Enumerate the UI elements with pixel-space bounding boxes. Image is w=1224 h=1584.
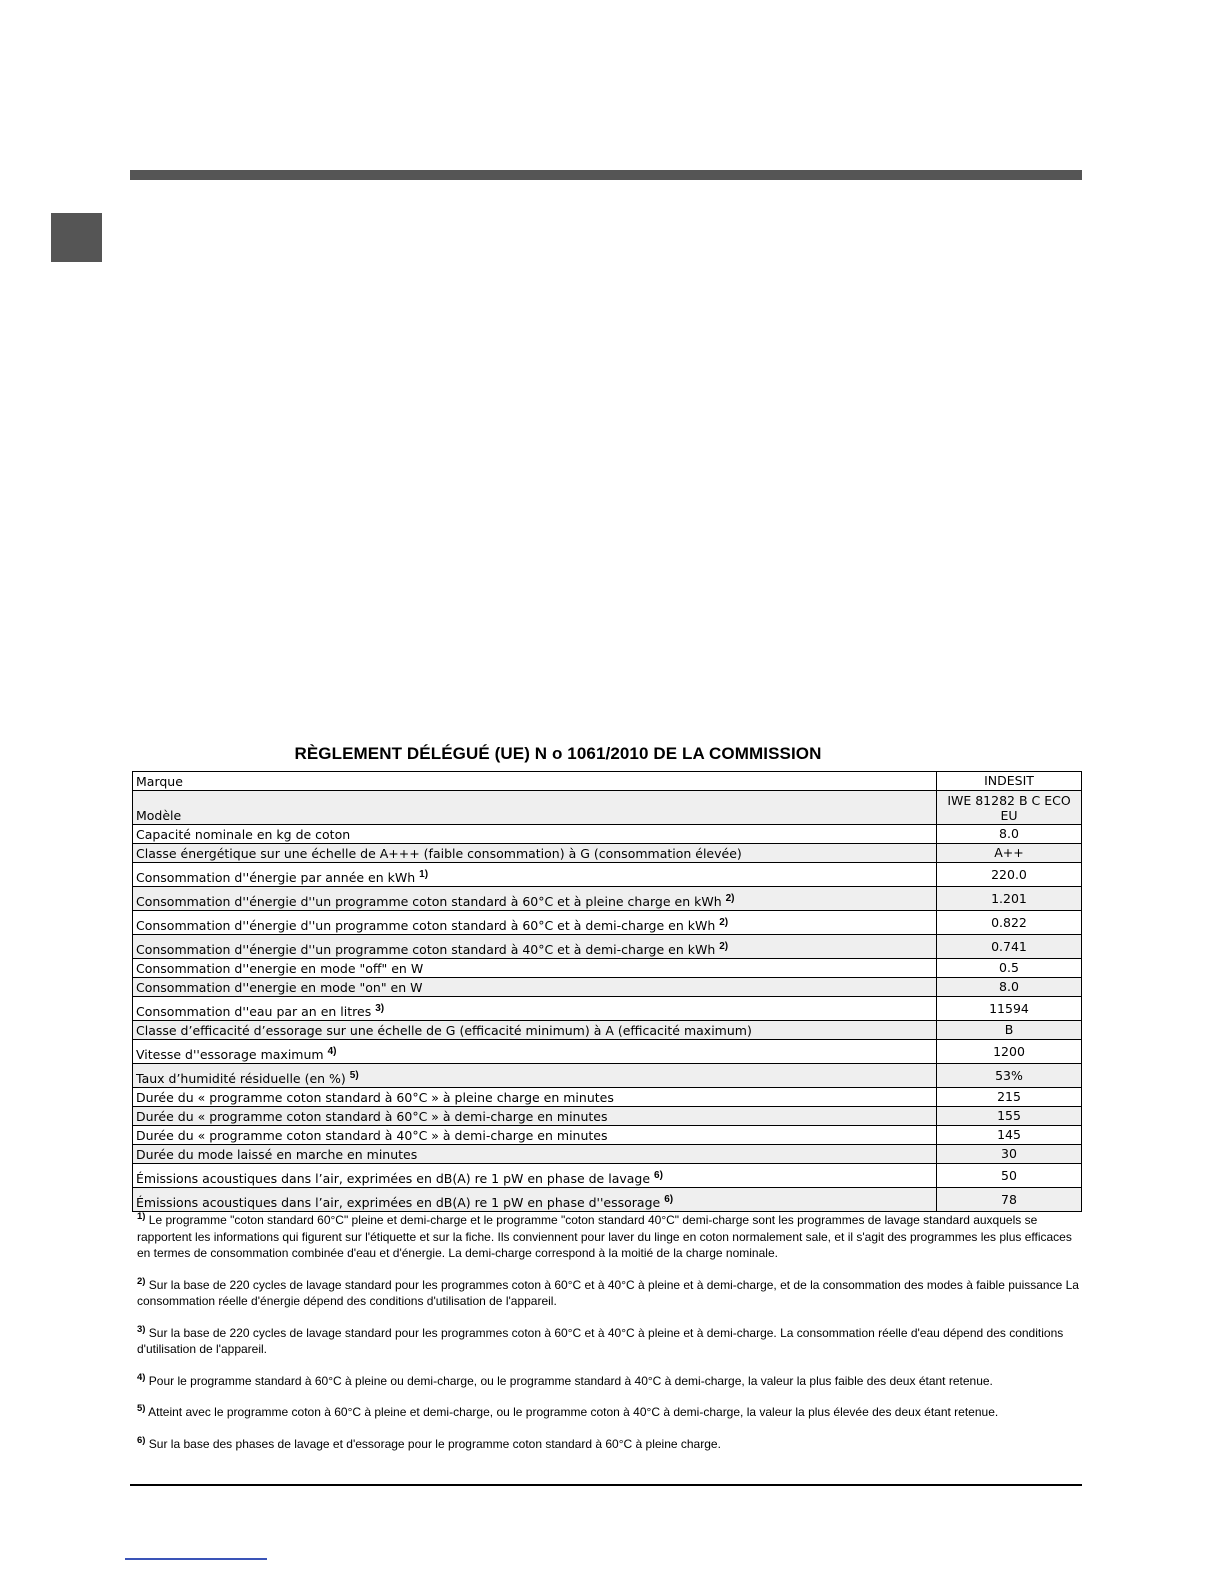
table-row	[133, 978, 1082, 997]
table-row	[133, 1107, 1082, 1126]
footnote	[137, 1373, 1082, 1390]
row-label: Consommation d''énergie d''un programme coton standard à 60°C et à demi-charge en kWh $^{2)}$	[133, 911, 937, 935]
row-label: Consommation d''énergie d''un programme coton standard à 60°C et à pleine charge en kWh $^{2)}$	[133, 887, 937, 911]
table-row	[133, 791, 1082, 825]
footnote-text: Sur la base des phases de lavage et d'essorage pour le programme coton standard à 60°C à pleine charge.	[148, 1436, 721, 1451]
row-value: 53%	[937, 1064, 1082, 1088]
table-row	[133, 1064, 1082, 1088]
footnote-mark: 2)	[137, 1275, 146, 1287]
row-value: 215	[937, 1088, 1082, 1107]
row-label: Consommation d''énergie d''un programme coton standard à 40°C et à demi-charge en kWh $^{2)}$	[133, 935, 937, 959]
table-row	[133, 825, 1082, 844]
row-value: 1200	[937, 1040, 1082, 1064]
row-label: Taux d’humidité résiduelle (en %) $^{5)}$	[133, 1064, 937, 1088]
table-row	[133, 772, 1082, 791]
footnote	[137, 1436, 1082, 1453]
table-row	[133, 959, 1082, 978]
footnote	[137, 1277, 1082, 1310]
table-row	[133, 1126, 1082, 1145]
regulation-title: RÈGLEMENT DÉLÉGUÉ (UE) N o 1061/2010 DE LA COMMISSION	[294, 744, 822, 763]
row-label: Durée du « programme coton standard à 60°C » à pleine charge en minutes	[133, 1088, 937, 1107]
product-fiche-table	[132, 771, 1082, 1212]
footnote-ref: 6)	[654, 1170, 663, 1181]
footnote-mark: 5)	[137, 1403, 146, 1414]
row-label: Durée du « programme coton standard à 40°C » à demi-charge en minutes	[133, 1126, 937, 1145]
row-label: Classe énergétique sur une échelle de A+++ (faible consommation) à G (consommation élevée)	[133, 844, 937, 863]
row-value: 145	[937, 1126, 1082, 1145]
row-value: IWE 81282 B C ECO EU	[937, 791, 1082, 825]
bottom-rule	[130, 1484, 1082, 1486]
row-value: 0.741	[937, 935, 1082, 959]
row-value: 78	[937, 1188, 1082, 1212]
row-value: 30	[937, 1145, 1082, 1164]
row-value: 1.201	[937, 887, 1082, 911]
row-label: Capacité nominale en kg de coton	[133, 825, 937, 844]
footnote-mark: 6)	[137, 1434, 146, 1446]
footnote	[137, 1325, 1082, 1358]
footnote-ref: 3)	[375, 1003, 385, 1014]
table-row	[133, 997, 1082, 1021]
footnote-text: Sur la base de 220 cycles de lavage standard pour les programmes coton à 60°C et à 40°C à pleine et à demi-charge. La consommation réelle d'eau dépend des conditions d'utilisation de l'appareil.	[137, 1325, 1064, 1356]
footnote-ref: 4)	[327, 1046, 337, 1057]
footnote-text: Atteint avec le programme coton à 60°C à pleine et demi-charge, ou le programme coton à 40°C à demi-charge, la valeur la plus élevée des deux étant retenue.	[148, 1405, 999, 1419]
row-value: 8.0	[937, 978, 1082, 997]
row-label: Émissions acoustiques dans l’air, exprimées en dB(A) re 1 pW en phase de lavage $^{6)}$	[133, 1164, 937, 1188]
table-row	[133, 1040, 1082, 1064]
row-value: 220.0	[937, 863, 1082, 887]
footnote-mark: 3)	[137, 1323, 146, 1335]
row-label: Modèle	[133, 791, 937, 825]
row-value: B	[937, 1021, 1082, 1040]
row-value: 11594	[937, 997, 1082, 1021]
footnote-mark: 4)	[137, 1371, 146, 1383]
footnote-text: Pour le programme standard à 60°C à pleine ou demi-charge, ou le programme standard à 40°C à demi-charge, la valeur la plus faible des deux étant retenue.	[148, 1373, 993, 1388]
footnote-ref: 2)	[719, 941, 729, 952]
row-label: Consommation d''énergie par année en kWh $^{1)}$	[133, 863, 937, 887]
row-value: 155	[937, 1107, 1082, 1126]
table-row	[133, 844, 1082, 863]
row-label: Consommation d''energie en mode "off" en W	[133, 959, 937, 978]
footnote-text: Le programme "coton standard 60°C" pleine et demi-charge et le programme "coton standard 40°C" demi-charge sont les programmes de lavage standard auxquels se rapportent les informations qui figurent sur l'étiquette et sur la fiche. Ils conviennent pour laver du linge en coton normalement sale, et il s'agit des programmes les plus efficaces en termes de consommation combinée d'eau et d'énergie. La demi-charge correspond à la moitié de la charge nominale.	[137, 1213, 1072, 1260]
table-row	[133, 1164, 1082, 1188]
row-label: Durée du mode laissé en marche en minutes	[133, 1145, 937, 1164]
footnote-ref: 6)	[664, 1194, 674, 1205]
row-value: 8.0	[937, 825, 1082, 844]
footnote-text: Sur la base de 220 cycles de lavage standard pour les programmes coton à 60°C et à 40°C à pleine et à demi-charge, et de la consommation des modes à faible puissance La consommation réelle d'énergie dépend des conditions d'utilisation de l'appareil.	[137, 1277, 1079, 1308]
footnote-ref: 2)	[719, 917, 729, 928]
table-row	[133, 1188, 1082, 1212]
table-row	[133, 887, 1082, 911]
table-row	[133, 1088, 1082, 1107]
table-row	[133, 1145, 1082, 1164]
row-label: Durée du « programme coton standard à 60°C » à demi-charge en minutes	[133, 1107, 937, 1126]
row-value: A++	[937, 844, 1082, 863]
footer-link-underline	[125, 1558, 267, 1560]
table-row	[133, 911, 1082, 935]
row-label: Vitesse d''essorage maximum $^{4)}$	[133, 1040, 937, 1064]
row-label: Émissions acoustiques dans l’air, exprimées en dB(A) re 1 pW en phase d''essorage $^{6)}$	[133, 1188, 937, 1212]
section-marker	[51, 213, 102, 262]
row-label: Marque	[133, 772, 937, 791]
row-label: Consommation d''eau par an en litres $^{3)}$	[133, 997, 937, 1021]
footnote-mark: 1)	[137, 1211, 146, 1222]
table-row	[133, 863, 1082, 887]
row-value: 0.822	[937, 911, 1082, 935]
row-value: 0.5	[937, 959, 1082, 978]
table-row	[133, 1021, 1082, 1040]
header-bar	[130, 170, 1082, 180]
footnote	[137, 1212, 1082, 1262]
row-value: 50	[937, 1164, 1082, 1188]
footnotes	[137, 1212, 1082, 1467]
footnote-ref: 1)	[419, 869, 429, 880]
footnote-ref: 2)	[725, 893, 735, 904]
table-row	[133, 935, 1082, 959]
footnote-ref: 5)	[349, 1070, 359, 1081]
row-value: INDESIT	[937, 772, 1082, 791]
row-label: Classe d’efficacité d’essorage sur une échelle de G (efficacité minimum) à A (efficacité maximum)	[133, 1021, 937, 1040]
footnote	[137, 1404, 1082, 1421]
row-label: Consommation d''energie en mode "on" en W	[133, 978, 937, 997]
